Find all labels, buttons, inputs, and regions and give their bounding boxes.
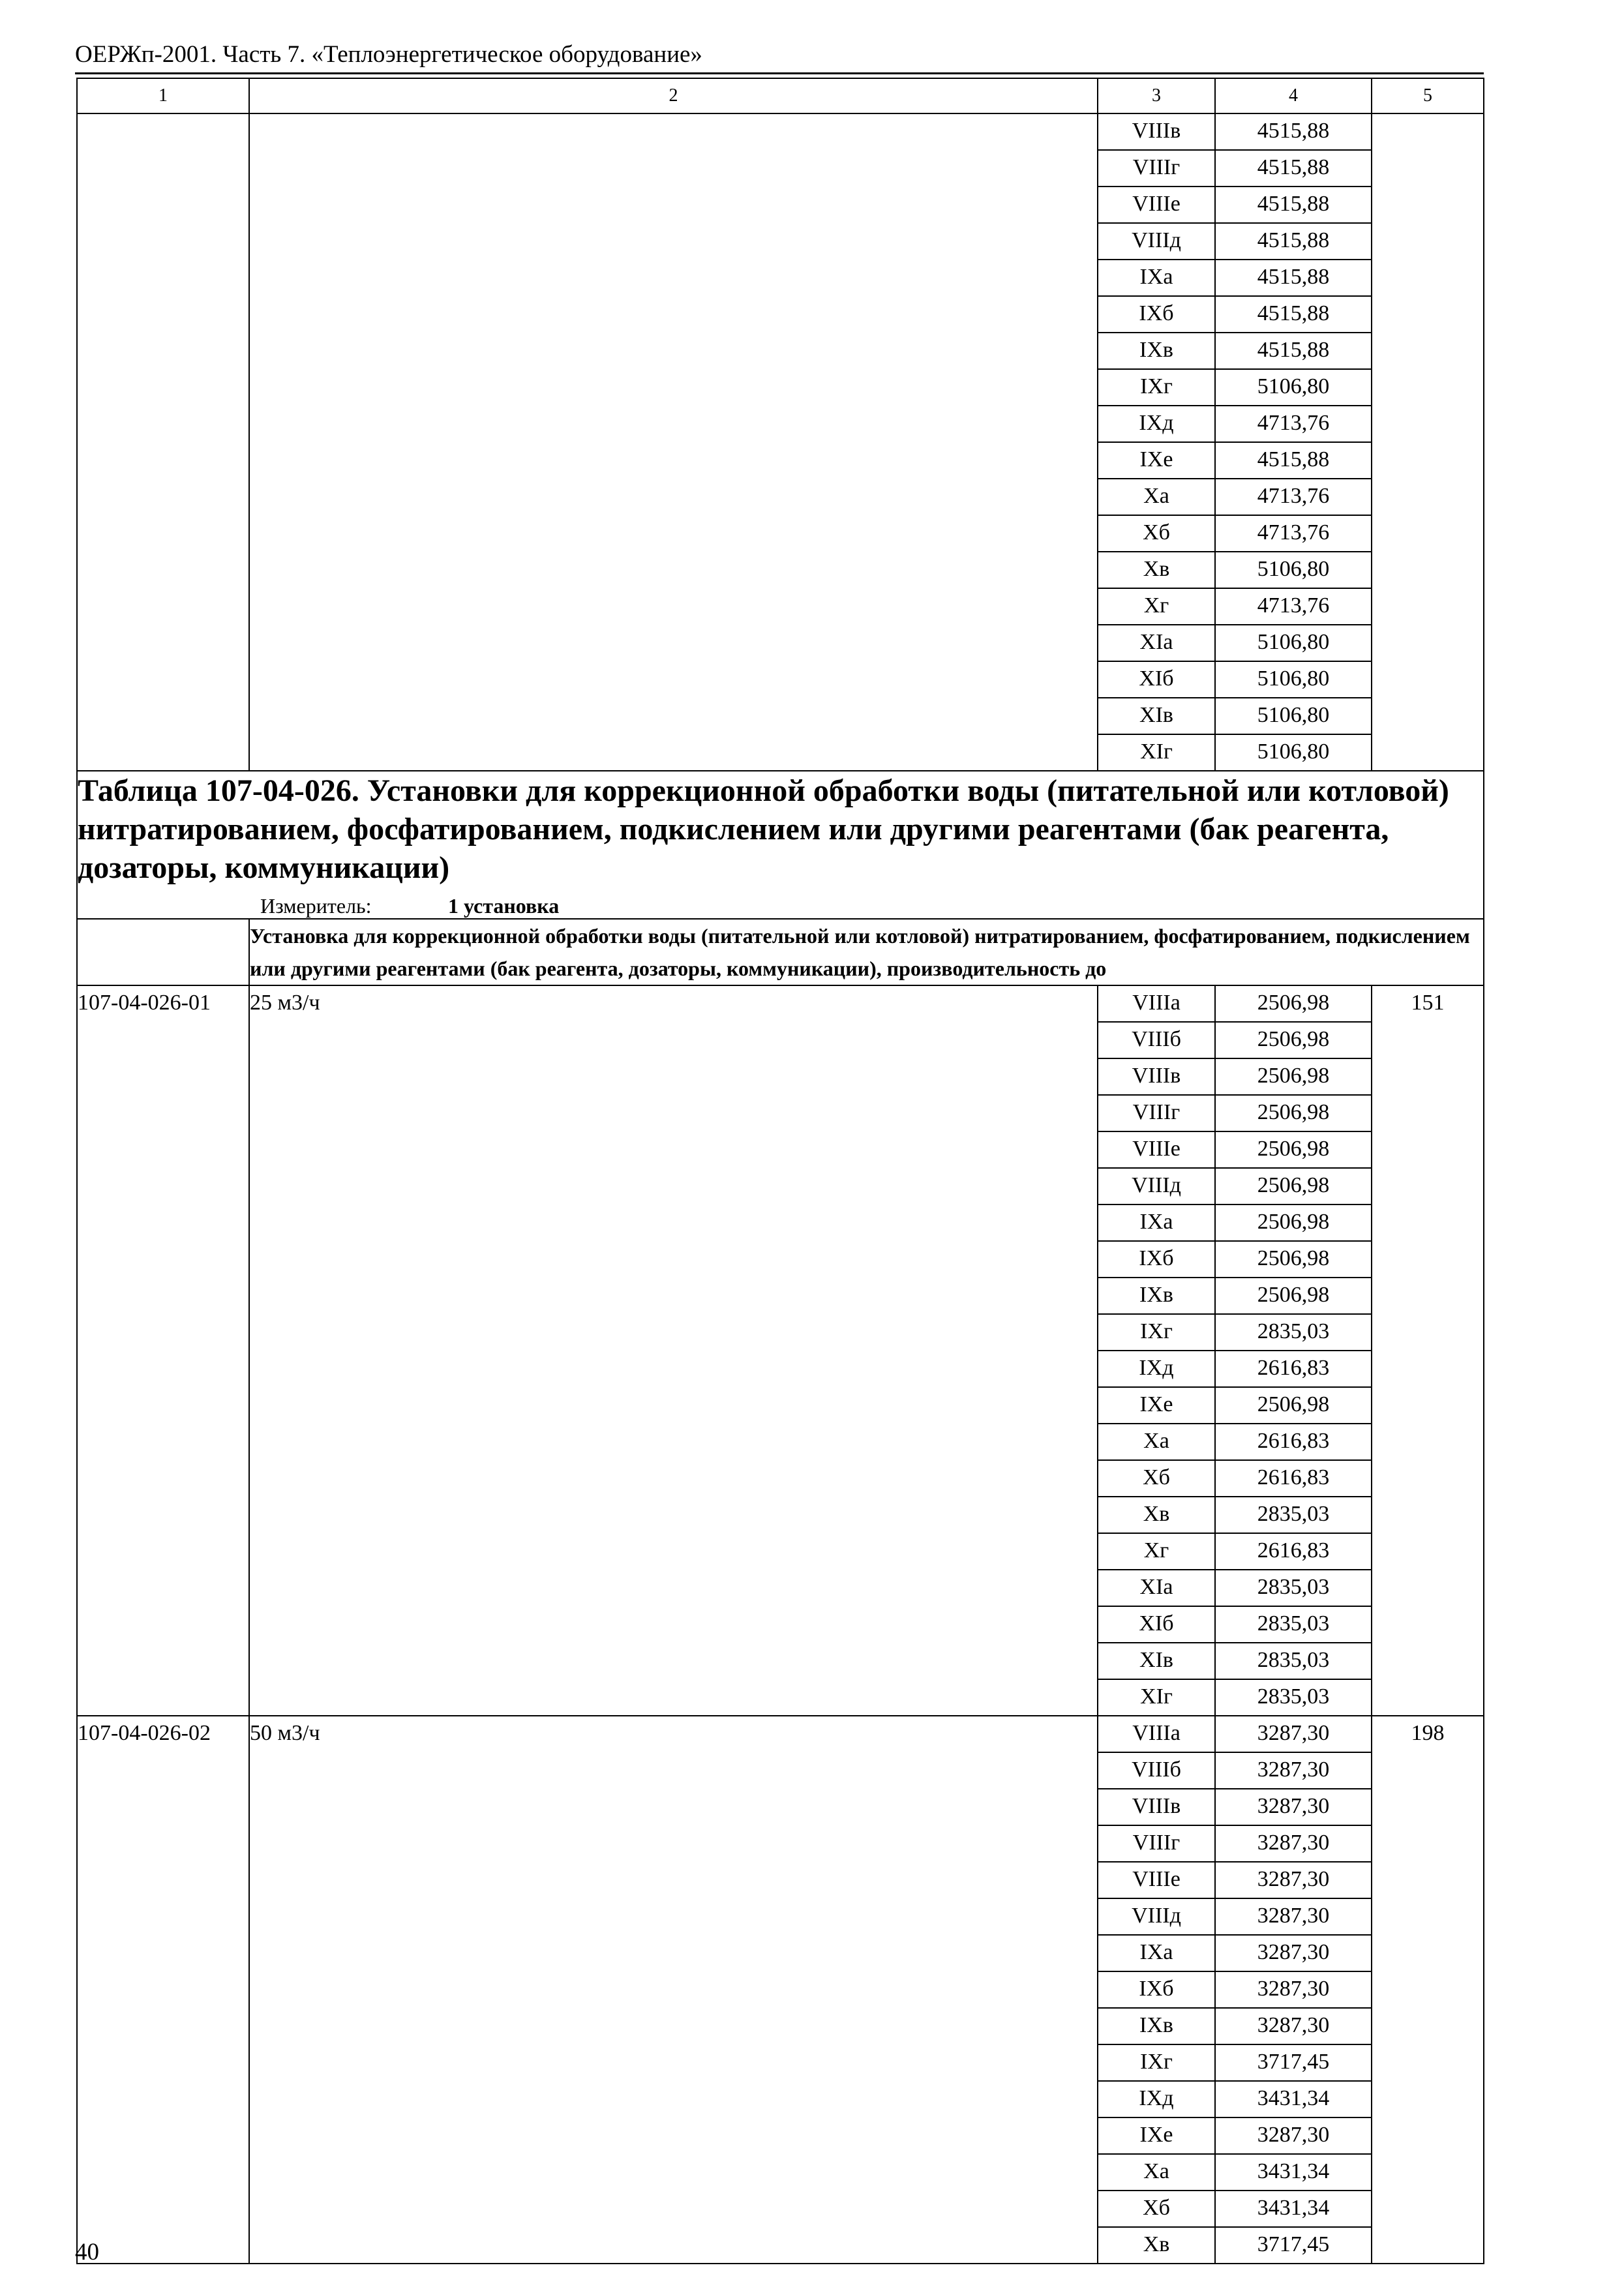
price-cell: 5106,80 xyxy=(1215,552,1372,588)
zone-cell: ХIб xyxy=(1098,1606,1215,1643)
weight-cell: 151 xyxy=(1372,985,1484,1716)
zone-cell: IХа xyxy=(1098,260,1215,296)
price-cell: 3287,30 xyxy=(1215,1789,1372,1825)
column-number-row xyxy=(77,78,1484,113)
price-cell: 4713,76 xyxy=(1215,479,1372,515)
zone-cell: IХд xyxy=(1098,2081,1215,2117)
zone-cell: IХе xyxy=(1098,442,1215,479)
zone-cell: VIIIб xyxy=(1098,1022,1215,1058)
zone-cell: IХб xyxy=(1098,1241,1215,1278)
zone-cell: IХе xyxy=(1098,1387,1215,1424)
column-number: 4 xyxy=(1215,78,1372,113)
zone-cell: VIIIг xyxy=(1098,1095,1215,1131)
zone-cell: ХIб xyxy=(1098,661,1215,698)
price-cell: 2506,98 xyxy=(1215,985,1372,1022)
zone-cell: Хв xyxy=(1098,1497,1215,1533)
price-cell: 2616,83 xyxy=(1215,1460,1372,1497)
zone-cell: VIIIд xyxy=(1098,223,1215,260)
zone-cell: Хв xyxy=(1098,2227,1215,2264)
price-cell: 2835,03 xyxy=(1215,1679,1372,1716)
zone-cell: VIIIе xyxy=(1098,187,1215,223)
price-row xyxy=(77,985,1484,1022)
header-rule xyxy=(75,72,1484,74)
price-cell: 3287,30 xyxy=(1215,1752,1372,1789)
zone-cell: VIIIв xyxy=(1098,1058,1215,1095)
column-number: 2 xyxy=(249,78,1098,113)
price-cell: 4713,76 xyxy=(1215,588,1372,625)
code-cell xyxy=(77,113,249,771)
price-cell: 2506,98 xyxy=(1215,1131,1372,1168)
zone-cell: Хг xyxy=(1098,588,1215,625)
zone-cell: ХIа xyxy=(1098,625,1215,661)
zone-cell: IХб xyxy=(1098,296,1215,333)
price-cell: 5106,80 xyxy=(1215,661,1372,698)
zone-cell: IХг xyxy=(1098,369,1215,406)
zone-cell: IХв xyxy=(1098,1278,1215,1314)
zone-cell: VIIIа xyxy=(1098,985,1215,1022)
price-cell: 2616,83 xyxy=(1215,1533,1372,1570)
zone-cell: IХб xyxy=(1098,1971,1215,2008)
table-heading: Таблица 107-04-026. Установки для коррекционной обработки воды (питательной или котловой) нитратированием, фосфатированием, подкислением или другими реагентами (бак реагента, дозаторы, коммуникации) xyxy=(78,773,1449,885)
zone-cell: ХIг xyxy=(1098,734,1215,771)
zone-cell: VIIIа xyxy=(1098,1716,1215,1752)
price-cell: 3287,30 xyxy=(1215,1898,1372,1935)
zone-cell: IХа xyxy=(1098,1204,1215,1241)
price-cell: 3717,45 xyxy=(1215,2044,1372,2081)
zone-cell: IХг xyxy=(1098,2044,1215,2081)
zone-cell: VIIIг xyxy=(1098,150,1215,187)
zone-cell: ХIв xyxy=(1098,698,1215,734)
price-cell: 3287,30 xyxy=(1215,2008,1372,2044)
price-cell: 2506,98 xyxy=(1215,1204,1372,1241)
price-cell: 4515,88 xyxy=(1215,333,1372,369)
price-cell: 3431,34 xyxy=(1215,2081,1372,2117)
price-cell: 4713,76 xyxy=(1215,406,1372,442)
price-cell: 3287,30 xyxy=(1215,2117,1372,2154)
zone-cell: IХа xyxy=(1098,1935,1215,1971)
code-cell: 107-04-026-02 xyxy=(77,1716,249,2264)
price-cell: 4515,88 xyxy=(1215,113,1372,150)
price-cell: 5106,80 xyxy=(1215,734,1372,771)
page-number: 40 xyxy=(75,2239,99,2266)
price-table xyxy=(76,78,1484,2264)
price-cell: 2835,03 xyxy=(1215,1570,1372,1606)
zone-cell: VIIIб xyxy=(1098,1752,1215,1789)
zone-cell: Ха xyxy=(1098,479,1215,515)
zone-cell: IХв xyxy=(1098,333,1215,369)
price-cell: 2506,98 xyxy=(1215,1022,1372,1058)
zone-cell: ХIв xyxy=(1098,1643,1215,1679)
price-cell: 2835,03 xyxy=(1215,1606,1372,1643)
zone-cell: Ха xyxy=(1098,1424,1215,1460)
zone-cell: IХд xyxy=(1098,406,1215,442)
measure-label: Измеритель: xyxy=(260,894,372,918)
price-cell: 3717,45 xyxy=(1215,2227,1372,2264)
table-heading-row xyxy=(77,771,1484,919)
weight-cell: 198 xyxy=(1372,1716,1484,2264)
zone-cell: Хг xyxy=(1098,1533,1215,1570)
zone-cell: VIIIг xyxy=(1098,1825,1215,1862)
zone-cell: VIIIд xyxy=(1098,1898,1215,1935)
price-cell: 2835,03 xyxy=(1215,1497,1372,1533)
price-cell: 3431,34 xyxy=(1215,2191,1372,2227)
price-cell: 4515,88 xyxy=(1215,260,1372,296)
price-cell: 4515,88 xyxy=(1215,150,1372,187)
zone-cell: VIIIд xyxy=(1098,1168,1215,1204)
price-cell: 3287,30 xyxy=(1215,1935,1372,1971)
code-cell: 107-04-026-01 xyxy=(77,985,249,1716)
measure-row xyxy=(78,893,1483,918)
zone-cell: IХг xyxy=(1098,1314,1215,1351)
zone-cell: VIIIе xyxy=(1098,1862,1215,1898)
price-row xyxy=(77,1716,1484,1752)
price-cell: 4515,88 xyxy=(1215,442,1372,479)
price-cell: 2506,98 xyxy=(1215,1387,1372,1424)
zone-cell: ХIа xyxy=(1098,1570,1215,1606)
price-cell: 2616,83 xyxy=(1215,1424,1372,1460)
price-cell: 2835,03 xyxy=(1215,1314,1372,1351)
group-description: Установка для коррекционной обработки воды (питательной или котловой) нитратированием, фосфатированием, подкислением или другими реагентами (бак реагента, дозаторы, коммуникации), производительность до xyxy=(249,919,1484,985)
price-cell: 5106,80 xyxy=(1215,625,1372,661)
price-cell: 2506,98 xyxy=(1215,1058,1372,1095)
zone-cell: VIIIв xyxy=(1098,113,1215,150)
price-cell: 4515,88 xyxy=(1215,223,1372,260)
code-cell xyxy=(77,919,249,985)
price-cell: 2506,98 xyxy=(1215,1168,1372,1204)
price-cell: 3287,30 xyxy=(1215,1716,1372,1752)
measure-value: 1 установка xyxy=(448,894,560,918)
price-cell: 3287,30 xyxy=(1215,1862,1372,1898)
weight-cell xyxy=(1372,113,1484,771)
group-description-row xyxy=(77,919,1484,985)
column-number: 1 xyxy=(77,78,249,113)
price-cell: 5106,80 xyxy=(1215,698,1372,734)
price-cell: 2506,98 xyxy=(1215,1278,1372,1314)
zone-cell: Хб xyxy=(1098,2191,1215,2227)
zone-cell: ХIг xyxy=(1098,1679,1215,1716)
price-cell: 4515,88 xyxy=(1215,296,1372,333)
zone-cell: IХе xyxy=(1098,2117,1215,2154)
price-cell: 2835,03 xyxy=(1215,1643,1372,1679)
price-cell: 4515,88 xyxy=(1215,187,1372,223)
price-cell: 3287,30 xyxy=(1215,1825,1372,1862)
zone-cell: Ха xyxy=(1098,2154,1215,2191)
zone-cell: IХв xyxy=(1098,2008,1215,2044)
zone-cell: VIIIе xyxy=(1098,1131,1215,1168)
description-cell: 50 м3/ч xyxy=(249,1716,1098,2264)
price-cell: 3431,34 xyxy=(1215,2154,1372,2191)
document-header-title: ОЕРЖп-2001. Часть 7. «Теплоэнергетическое оборудование» xyxy=(75,41,702,68)
zone-cell: Хв xyxy=(1098,552,1215,588)
column-number: 3 xyxy=(1098,78,1215,113)
zone-cell: Хб xyxy=(1098,515,1215,552)
zone-cell: IХд xyxy=(1098,1351,1215,1387)
price-cell: 2506,98 xyxy=(1215,1095,1372,1131)
zone-cell: Хб xyxy=(1098,1460,1215,1497)
description-cell: 25 м3/ч xyxy=(249,985,1098,1716)
price-cell: 2616,83 xyxy=(1215,1351,1372,1387)
column-number: 5 xyxy=(1372,78,1484,113)
table-heading-cell xyxy=(77,771,1484,919)
price-cell: 5106,80 xyxy=(1215,369,1372,406)
price-cell: 2506,98 xyxy=(1215,1241,1372,1278)
price-cell: 4713,76 xyxy=(1215,515,1372,552)
price-row xyxy=(77,113,1484,150)
price-cell: 3287,30 xyxy=(1215,1971,1372,2008)
zone-cell: VIIIв xyxy=(1098,1789,1215,1825)
description-cell xyxy=(249,113,1098,771)
